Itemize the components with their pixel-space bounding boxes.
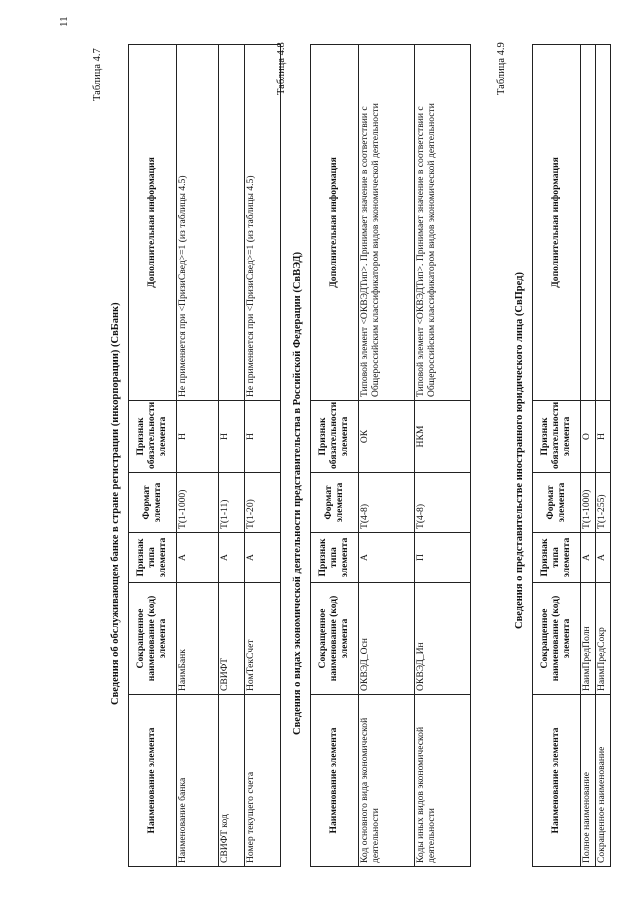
table-row (581, 45, 596, 867)
table-cell: ОК (359, 401, 415, 473)
table-cell: Номер текущего счета (245, 695, 281, 867)
table-cell: НаимПредСокр (596, 583, 611, 695)
table-cell: НаимПредПолн (581, 583, 596, 695)
header-cell: Формат элемента (129, 473, 177, 533)
table-cell (596, 45, 611, 401)
header-cell: Признак обязательности элемента (533, 401, 581, 473)
page-number: 11 (58, 16, 70, 27)
table-label: Таблица 4.7 (92, 48, 103, 101)
table-svbank (128, 44, 281, 867)
table-cell: СВИФТ (219, 583, 245, 695)
table-cell: Типовой элемент <ОКВЭДТип>. Принимает значение в соответствии с Общероссийским классификатором видов экономической деятельности (359, 45, 415, 401)
table-cell: П (415, 533, 471, 583)
table-cell: Полное наименование (581, 695, 596, 867)
table-cell (219, 45, 245, 401)
table-cell: НаимБанк (177, 583, 219, 695)
header-cell: Признак типа элемента (533, 533, 581, 583)
table-cell: Не применяется при <ПризиСвед>=1 (из таблицы 4.5) (177, 45, 219, 401)
table-cell: Т(1-1000) (581, 473, 596, 533)
table-header-row (129, 45, 177, 867)
table-cell: Код основного вида экономической деятельности (359, 695, 415, 867)
table-row (177, 45, 219, 867)
table-cell: Н (177, 401, 219, 473)
table-cell: НКМ (415, 401, 471, 473)
table-cell: Сокращенное наименование (596, 695, 611, 867)
table-header-row (533, 45, 581, 867)
table-cell: А (359, 533, 415, 583)
table-cell: Т(1-1000) (177, 473, 219, 533)
table-cell: ОКВЭД_Осн (359, 583, 415, 695)
table-cell: НомТекСчет (245, 583, 281, 695)
table-cell: А (596, 533, 611, 583)
header-cell: Наименование элемента (129, 695, 177, 867)
table-cell: Наименование банка (177, 695, 219, 867)
table-row (359, 45, 415, 867)
table-label: Таблица 4.8 (276, 42, 287, 95)
table-cell: А (219, 533, 245, 583)
header-cell: Признак обязательности элемента (311, 401, 359, 473)
table-svpred (532, 44, 611, 867)
table-title: Сведения о видах экономической деятельности представительства в Российской Федерации (СвВЭД) (292, 251, 303, 735)
header-cell: Формат элемента (311, 473, 359, 533)
table-cell: Т(4-8) (415, 473, 471, 533)
table-row (596, 45, 611, 867)
header-cell: Признак типа элемента (311, 533, 359, 583)
table-cell: А (177, 533, 219, 583)
table-cell: Т(1-20) (245, 473, 281, 533)
header-cell: Дополнительная информация (311, 45, 359, 401)
table-header-row (311, 45, 359, 867)
table-cell: Н (245, 401, 281, 473)
table-cell: Н (596, 401, 611, 473)
table-cell (581, 45, 596, 401)
table-cell: Коды иных видов экономической деятельности (415, 695, 471, 867)
header-cell: Наименование элемента (311, 695, 359, 867)
header-cell: Сокращенное наименование (код) элемента (129, 583, 177, 695)
table-cell: Не применяется при <ПризиСвед>=1 (из таблицы 4.5) (245, 45, 281, 401)
table-cell: Т(1-255) (596, 473, 611, 533)
table-cell: О (581, 401, 596, 473)
table-cell: Типовой элемент <ОКВЭДТип>. Принимает значение в соответствии с Общероссийским классификатором видов экономической деятельности (415, 45, 471, 401)
table-cell: А (245, 533, 281, 583)
table-cell: Н (219, 401, 245, 473)
header-cell: Признак типа элемента (129, 533, 177, 583)
table-cell: ОКВЭД_Ин (415, 583, 471, 695)
table-cell: А (581, 533, 596, 583)
header-cell: Сокращенное наименование (код) элемента (533, 583, 581, 695)
table-cell: Т(4-8) (359, 473, 415, 533)
table-row (245, 45, 281, 867)
header-cell: Формат элемента (533, 473, 581, 533)
table-cell: СВИФТ код (219, 695, 245, 867)
header-cell: Наименование элемента (533, 695, 581, 867)
header-cell: Признак обязательности элемента (129, 401, 177, 473)
table-row (415, 45, 471, 867)
table-title: Сведения об обслуживающем банке в стране регистрации (инкорпорации) (СвБанк) (110, 302, 121, 705)
table-cell: Т(1-11) (219, 473, 245, 533)
table-label: Таблица 4.9 (496, 42, 507, 95)
header-cell: Дополнительная информация (129, 45, 177, 401)
table-row (219, 45, 245, 867)
header-cell: Дополнительная информация (533, 45, 581, 401)
table-title: Сведения о представительстве иностранного юридического лица (СвПред) (514, 272, 525, 629)
table-svved (310, 44, 471, 867)
header-cell: Сокращенное наименование (код) элемента (311, 583, 359, 695)
